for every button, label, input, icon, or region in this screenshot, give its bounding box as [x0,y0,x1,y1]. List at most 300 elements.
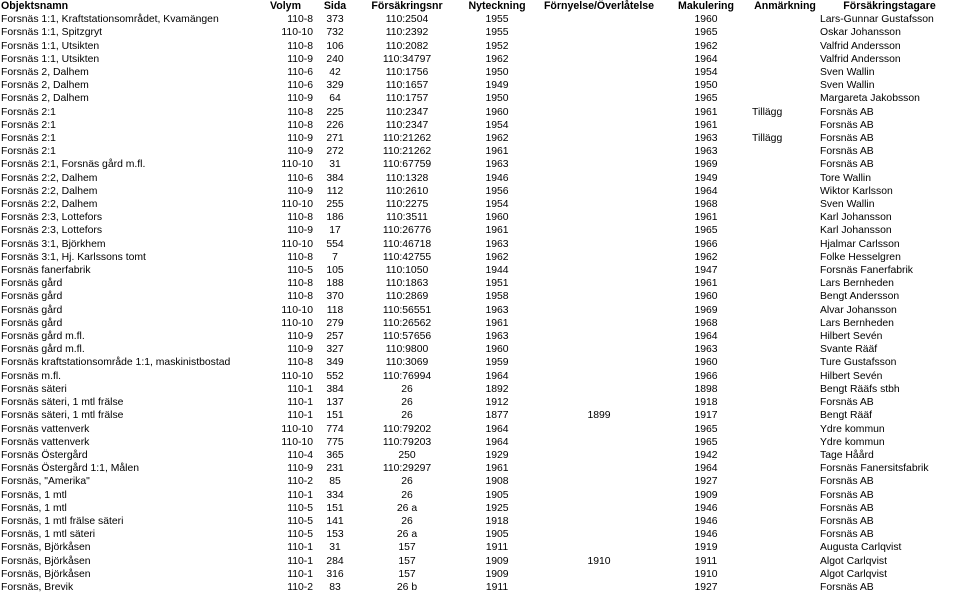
cell-forsakringstagare: Forsnäs AB [820,489,874,501]
cell-sida: 255 [326,199,344,211]
cell-forsakringsnr: 110:57656 [382,331,432,343]
cell-makulering: 1965 [694,93,718,105]
cell-anmarkning [751,290,819,303]
cell-forsakringsnr: 110:29297 [382,463,432,475]
cell-makulering: 1962 [694,251,718,263]
cell-nyteckning: 1954 [485,199,509,211]
cell-sida: 732 [326,27,344,39]
cell-forsakringsnr: 26 [401,410,413,422]
cell-anmarkning [751,277,819,290]
table-row [0,568,960,581]
cell-anmarkning [751,172,819,185]
cell-nyteckning: 1912 [485,397,509,409]
table-row [0,238,960,251]
cell-volym: 110-9 [287,133,313,145]
cell-fornyelse [537,264,661,277]
cell-forsakringsnr: 26 [401,476,413,488]
cell-fornyelse [537,26,661,39]
cell-makulering: 1960 [694,291,718,303]
cell-forsakringsnr: 110:2275 [385,199,429,211]
cell-sida: 226 [326,119,344,131]
cell-fornyelse [537,132,661,145]
cell-makulering: 1947 [694,265,718,277]
table-row [0,185,960,198]
cell-volym: 110-6 [287,80,313,92]
cell-makulering: 1919 [694,542,718,554]
cell-makulering: 1918 [694,397,718,409]
cell-anmarkning [751,119,819,132]
cell-makulering: 1965 [694,27,718,39]
cell-sida: 186 [326,212,344,224]
cell-volym: 110-5 [287,529,313,541]
cell-volym: 110-10 [281,436,313,448]
cell-sida: 775 [326,436,344,448]
cell-forsakringsnr: 157 [398,542,416,554]
cell-objektsnamn: Forsnäs 2:3, Lottefors [1,225,103,237]
cell-nyteckning: 1929 [485,449,509,461]
cell-sida: 31 [329,542,341,554]
cell-volym: 110-8 [287,119,313,131]
cell-makulering: 1911 [694,555,718,567]
cell-objektsnamn: Forsnäs 1:1, Spitzgryt [1,27,103,39]
cell-volym: 110-5 [287,265,313,277]
cell-forsakringstagare: Bengt Rääfs stbh [820,383,900,395]
cell-nyteckning: 1946 [485,172,509,184]
cell-makulering: 1965 [694,436,718,448]
cell-forsakringsnr: 110:67759 [382,159,432,171]
cell-fornyelse [537,198,661,211]
cell-makulering: 1966 [694,238,718,250]
cell-objektsnamn: Forsnäs 3:1, Hj. Karlssons tomt [1,251,146,263]
cell-fornyelse [537,224,661,237]
cell-forsakringsnr: 26 a [396,502,418,514]
cell-sida: 151 [326,410,344,422]
cell-anmarkning [751,475,819,488]
cell-fornyelse [537,172,661,185]
cell-volym: 110-8 [287,40,313,52]
cell-anmarkning [751,436,819,449]
cell-forsakringsnr: 110:46718 [382,238,432,250]
table-row [0,436,960,449]
table-row [0,528,960,541]
cell-makulering: 1968 [694,317,718,329]
cell-nyteckning: 1963 [485,331,509,343]
cell-forsakringsnr: 110:42755 [382,251,432,263]
cell-makulering: 1927 [694,581,718,593]
header-volym: Volym [269,0,301,12]
cell-objektsnamn: Forsnäs m.fl. [1,370,62,382]
table-row [0,26,960,39]
cell-anmarkning [751,26,819,39]
cell-objektsnamn: Forsnäs 2:2, Dalhem [1,199,98,211]
cell-anmarkning [751,238,819,251]
cell-fornyelse [537,541,661,554]
cell-volym: 110-2 [287,476,313,488]
cell-makulering: 1965 [694,423,718,435]
cell-fornyelse [537,462,661,475]
cell-sida: 271 [326,133,344,145]
cell-forsakringsnr: 110:2504 [385,14,429,26]
cell-sida: 85 [329,476,341,488]
table-row [0,145,960,158]
cell-anmarkning [751,317,819,330]
cell-makulering: 1950 [694,80,718,92]
table-row [0,304,960,317]
cell-makulering: 1966 [694,370,718,382]
cell-sida: 365 [326,449,344,461]
cell-anmarkning [751,92,819,105]
cell-nyteckning: 1964 [485,423,509,435]
cell-volym: 110-5 [287,502,313,514]
table-row [0,211,960,224]
cell-forsakringstagare: Ydre kommun [820,423,885,435]
cell-forsakringsnr: 110:1657 [385,80,429,92]
cell-fornyelse [537,528,661,541]
cell-sida: 64 [329,93,341,105]
cell-nyteckning: 1955 [485,27,509,39]
cell-forsakringstagare: Forsnäs AB [820,529,874,541]
header-anmarkning: Anmärkning [754,0,816,12]
cell-forsakringsnr: 26 b [396,581,418,593]
table-row [0,330,960,343]
cell-fornyelse [537,106,661,119]
cell-fornyelse [537,304,661,317]
cell-nyteckning: 1959 [485,357,509,369]
cell-volym: 110-10 [281,199,313,211]
cell-forsakringstagare: Sven Wallin [820,80,875,92]
cell-anmarkning [751,40,819,53]
cell-forsakringstagare: Lars Bernheden [820,317,894,329]
cell-sida: 7 [332,251,338,263]
cell-forsakringstagare: Lars-Gunnar Gustafsson [820,14,934,26]
cell-objektsnamn: Forsnäs, 1 mtl [1,502,67,514]
cell-anmarkning [751,489,819,502]
cell-forsakringstagare: Karl Johansson [820,212,892,224]
cell-forsakringstagare: Forsnäs AB [820,133,874,145]
cell-objektsnamn: Forsnäs 2, Dalhem [1,80,89,92]
cell-makulering: 1942 [694,449,718,461]
cell-sida: 327 [326,344,344,356]
cell-makulering: 1964 [694,53,718,65]
cell-fornyelse [537,515,661,528]
cell-forsakringstagare: Bengt Andersson [820,291,900,303]
cell-nyteckning: 1963 [485,238,509,250]
table-row [0,13,960,26]
cell-fornyelse [537,581,661,594]
cell-objektsnamn: Forsnäs 1:1, Kraftstationsområdet, Kvamängen [1,14,219,26]
cell-forsakringstagare: Svante Rääf [820,344,878,356]
cell-forsakringstagare: Bengt Rääf [820,410,872,422]
cell-fornyelse [537,370,661,383]
table-row [0,317,960,330]
cell-fornyelse [537,211,661,224]
cell-forsakringstagare: Folke Hesselgren [820,251,901,263]
cell-forsakringsnr: 110:1328 [385,172,429,184]
cell-volym: 110-1 [287,397,313,409]
cell-anmarkning [751,462,819,475]
table-row [0,277,960,290]
cell-forsakringsnr: 157 [398,568,416,580]
cell-forsakringsnr: 157 [398,555,416,567]
cell-volym: 110-2 [287,581,313,593]
cell-nyteckning: 1964 [485,436,509,448]
cell-forsakringstagare: Alvar Johansson [820,304,897,316]
cell-makulering: 1963 [694,146,718,158]
cell-volym: 110-1 [287,489,313,501]
cell-forsakringsnr: 110:3069 [385,357,429,369]
cell-sida: 112 [326,185,344,197]
cell-nyteckning: 1962 [485,251,509,263]
cell-forsakringstagare: Forsnäs AB [820,515,874,527]
cell-forsakringsnr: 26 [401,383,413,395]
cell-anmarkning [751,53,819,66]
table-row [0,502,960,515]
cell-makulering: 1964 [694,185,718,197]
cell-sida: 370 [326,291,344,303]
table-row [0,383,960,396]
cell-sida: 231 [326,463,344,475]
cell-forsakringstagare: Tage Håård [820,449,874,461]
cell-nyteckning: 1955 [485,14,509,26]
cell-anmarkning [751,158,819,171]
cell-forsakringsnr: 110:2392 [385,27,429,39]
cell-makulering: 1964 [694,331,718,343]
cell-anmarkning [751,66,819,79]
cell-sida: 42 [329,67,341,79]
cell-fornyelse [537,119,661,132]
cell-anmarkning: Tillägg [752,106,783,118]
cell-fornyelse [537,436,661,449]
cell-anmarkning [751,224,819,237]
cell-volym: 110-8 [287,357,313,369]
cell-sida: 316 [326,568,344,580]
table-row [0,66,960,79]
cell-makulering: 1963 [694,133,718,145]
table-row [0,251,960,264]
cell-objektsnamn: Forsnäs gård [1,304,63,316]
cell-sida: 141 [326,515,344,527]
header-objektsnamn: Objektsnamn [1,0,69,12]
cell-sida: 240 [326,53,344,65]
table-row [0,541,960,554]
cell-sida: 384 [326,383,344,395]
cell-objektsnamn: Forsnäs 2, Dalhem [1,93,89,105]
cell-anmarkning [751,198,819,211]
cell-forsakringstagare: Forsnäs AB [820,146,874,158]
cell-objektsnamn: Forsnäs 2, Dalhem [1,67,89,79]
cell-objektsnamn: Forsnäs 2:1 [1,146,56,158]
cell-volym: 110-10 [281,304,313,316]
cell-forsakringsnr: 110:1756 [385,67,429,79]
cell-fornyelse [537,79,661,92]
cell-volym: 110-9 [287,331,313,343]
cell-fornyelse [537,66,661,79]
cell-anmarkning [751,13,819,26]
cell-volym: 110-9 [287,463,313,475]
header-nyteckning: Nyteckning [468,0,526,12]
cell-objektsnamn: Forsnäs, Björkåsen [1,542,91,554]
cell-forsakringsnr: 110:1863 [385,278,429,290]
cell-objektsnamn: Forsnäs vattenverk [1,436,90,448]
cell-objektsnamn: Forsnäs 2:1 [1,106,56,118]
cell-volym: 110-10 [281,238,313,250]
cell-makulering: 1961 [694,278,718,290]
table-row [0,462,960,475]
cell-nyteckning: 1918 [485,515,509,527]
cell-forsakringsnr: 110:2610 [385,185,429,197]
table-row [0,132,960,145]
cell-fornyelse [537,53,661,66]
cell-objektsnamn: Forsnäs 2:1 [1,119,56,131]
cell-sida: 137 [326,397,344,409]
cell-nyteckning: 1944 [485,265,509,277]
table-row [0,423,960,436]
cell-forsakringstagare: Hilbert Sevén [820,331,883,343]
cell-sida: 329 [326,80,344,92]
table-row [0,449,960,462]
cell-forsakringstagare: Forsnäs AB [820,476,874,488]
table-row [0,409,960,422]
cell-anmarkning [751,423,819,436]
cell-forsakringstagare: Wiktor Karlsson [820,185,893,197]
cell-makulering: 1927 [694,476,718,488]
cell-forsakringstagare: Margareta Jakobsson [820,93,920,105]
cell-volym: 110-1 [287,410,313,422]
cell-objektsnamn: Forsnäs, Björkåsen [1,555,91,567]
cell-makulering: 1898 [694,383,718,395]
cell-nyteckning: 1905 [485,529,509,541]
cell-forsakringstagare: Forsnäs Fanerfabrik [820,265,913,277]
cell-volym: 110-9 [287,53,313,65]
cell-objektsnamn: Forsnäs, "Amerika" [1,476,90,488]
cell-anmarkning [751,356,819,369]
cell-fornyelse [537,423,661,436]
header-sida: Sida [323,0,347,12]
cell-forsakringsnr: 110:1050 [385,265,429,277]
cell-anmarkning [751,330,819,343]
cell-forsakringsnr: 26 [401,397,413,409]
cell-nyteckning: 1963 [485,159,509,171]
cell-forsakringsnr: 26 [401,489,413,501]
cell-anmarkning [751,145,819,158]
cell-objektsnamn: Forsnäs Östergård [1,449,88,461]
cell-nyteckning: 1909 [485,555,509,567]
table-row [0,198,960,211]
cell-objektsnamn: Forsnäs säteri, 1 mtl frälse [1,410,124,422]
cell-anmarkning [751,396,819,409]
table-row [0,581,960,594]
cell-makulering: 1965 [694,225,718,237]
cell-makulering: 1961 [694,119,718,131]
cell-volym: 110-9 [287,344,313,356]
cell-anmarkning [751,304,819,317]
cell-makulering: 1946 [694,515,718,527]
cell-forsakringsnr: 110:26562 [382,317,432,329]
cell-volym: 110-10 [281,370,313,382]
table-row [0,343,960,356]
cell-forsakringsnr: 110:21262 [382,133,432,145]
table-row [0,396,960,409]
cell-volym: 110-1 [287,555,313,567]
table-row [0,172,960,185]
cell-forsakringstagare: Ture Gustafsson [820,357,897,369]
cell-anmarkning [751,79,819,92]
header-fornyelse: Förnyelse/Överlåtelse [543,0,655,12]
cell-objektsnamn: Forsnäs 1:1, Utsikten [1,40,100,52]
cell-volym: 110-9 [287,225,313,237]
cell-forsakringsnr: 110:56551 [382,304,432,316]
table-row [0,92,960,105]
cell-sida: 105 [326,265,344,277]
cell-nyteckning: 1905 [485,489,509,501]
cell-sida: 334 [326,489,344,501]
cell-anmarkning: Tillägg [752,133,783,145]
table-row [0,119,960,132]
cell-forsakringstagare: Sven Wallin [820,199,875,211]
cell-forsakringstagare: Forsnäs AB [820,159,874,171]
cell-makulering: 1954 [694,67,718,79]
cell-sida: 153 [326,529,344,541]
cell-forsakringstagare: Algot Carlqvist [820,555,887,567]
cell-forsakringstagare: Valfrid Andersson [820,53,901,65]
cell-forsakringstagare: Forsnäs AB [820,581,874,593]
cell-objektsnamn: Forsnäs vattenverk [1,423,90,435]
cell-volym: 110-8 [287,251,313,263]
cell-forsakringsnr: 110:21262 [382,146,432,158]
cell-forsakringsnr: 110:2347 [385,119,429,131]
cell-forsakringsnr: 110:34797 [382,53,432,65]
cell-fornyelse [537,330,661,343]
table-row [0,79,960,92]
cell-forsakringsnr: 110:3511 [386,212,428,224]
table-row [0,555,960,568]
cell-fornyelse [537,343,661,356]
cell-objektsnamn: Forsnäs gård [1,291,63,303]
cell-nyteckning: 1960 [485,344,509,356]
cell-forsakringsnr: 110:1757 [385,93,429,105]
cell-objektsnamn: Forsnäs, 1 mtl frälse säteri [1,515,124,527]
cell-objektsnamn: Forsnäs 3:1, Björkhem [1,238,106,250]
cell-nyteckning: 1909 [485,568,509,580]
cell-anmarkning [751,383,819,396]
table-row [0,290,960,303]
cell-volym: 110-9 [287,146,313,158]
cell-nyteckning: 1963 [485,304,509,316]
cell-makulering: 1909 [694,489,718,501]
cell-nyteckning: 1954 [485,119,509,131]
cell-anmarkning [751,251,819,264]
cell-nyteckning: 1952 [485,40,509,52]
cell-anmarkning [751,370,819,383]
cell-sida: 272 [326,146,344,158]
cell-makulering: 1917 [694,410,718,422]
cell-forsakringsnr: 110:2869 [385,291,429,303]
cell-anmarkning [751,515,819,528]
cell-fornyelse [537,13,661,26]
cell-volym: 110-4 [287,449,313,461]
cell-forsakringsnr: 110:2082 [385,40,429,52]
cell-makulering: 1946 [694,502,718,514]
cell-nyteckning: 1911 [485,581,509,593]
cell-makulering: 1960 [694,14,718,26]
cell-anmarkning [751,185,819,198]
cell-fornyelse [537,277,661,290]
cell-volym: 110-6 [287,67,313,79]
cell-sida: 118 [326,304,344,316]
cell-objektsnamn: Forsnäs 2:1, Forsnäs gård m.fl. [1,159,146,171]
cell-fornyelse [537,158,661,171]
cell-volym: 110-8 [287,278,313,290]
